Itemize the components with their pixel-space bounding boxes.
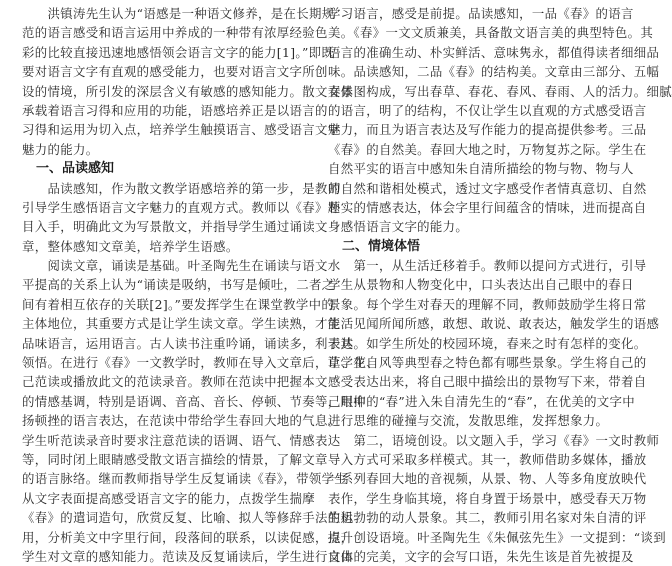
paragraph-line: 要对语言文字有直观的感受能力，也要对语言文字所创 <box>22 64 328 80</box>
paragraph-line: 自然平实的语言中感知朱自清所描绘的物与物、物与人 <box>328 161 634 177</box>
paragraph-line: 春景图构成，写出春草、春花、春风、春雨、人的活力。细腻 <box>328 83 672 99</box>
paragraph-line: 主体地位，其重要方式是让学生读文章。学生读熟，才能 <box>22 316 341 332</box>
paragraph-line: 己眼中的“春”进入朱自清先生的“春”，在优美的文字中 <box>328 393 636 409</box>
paragraph-line: 承载着语言习得和应用的功能，语感培养正是以语言的 <box>22 102 328 118</box>
paragraph-line: 设的情境，所引发的深层含义有敏感的感知能力。散文文体 <box>22 83 354 99</box>
paragraph-line: 学生从景物和人物变化中，口头表达出自己眼中的春日 <box>328 277 634 293</box>
paragraph-line: 感受表达出来，将自己眼中描绘出的景物写下来，带着自 <box>328 374 647 390</box>
paragraph-line: 魅力的能力。 <box>22 141 99 157</box>
paragraph-line: 用，分析美文中字里行间，段落间的联系，以读促感，提升 <box>22 529 354 545</box>
paragraph-line: 的语言脉络。继而教师指导学生反复诵读《春》，带领学生 <box>22 471 348 487</box>
paragraph-line: 导入方式可采取多样模式。其一，教师借助多媒体，播放 <box>328 451 647 467</box>
right-column <box>328 4 672 566</box>
paragraph-line: 身感悟语言文字的能力。 <box>328 219 469 235</box>
paragraph-line: 味。品读感知，二品《春》的结构美。文章由三部分、五幅 <box>328 64 660 80</box>
paragraph-line: 学生听范读录音时要求注意范读的语调、语气、情感表达 <box>22 432 341 448</box>
paragraph-line: 扬顿挫的语言表达，在范读中带给学生春回大地的气息。 <box>22 413 341 429</box>
paragraph-line: 间有着相互依存的关联[2]。”要发挥学生在课堂教学中的 <box>22 296 335 312</box>
paragraph-line: 朴实的情感表达，体会字里行间蕴含的情味，进而提高自 <box>328 199 647 215</box>
paragraph-line: 《春》的遣词造句，欣赏反复、比喻、拟人等修辞手法的运 <box>22 510 354 526</box>
paragraph-line: 目入手，明确此文为写景散文，并指导学生通过诵读文 <box>22 219 328 235</box>
paragraph-line: 范的语言感受和语言运用中养成的一种带有浓厚经验色 <box>22 25 328 41</box>
paragraph-line: 的自然和谐相处模式，透过文字感受作者情真意切、自然 <box>328 180 647 196</box>
paragraph-line: 美。《春》一文文质兼美，具备散文语言美的典型特色。其 <box>328 25 654 41</box>
paragraph-line: 魅力，而且为语言表达及写作能力的提高提供参考。三品 <box>328 122 647 138</box>
paragraph-line: 阅读文章，诵读是基础。叶圣陶先生在诵读与语文水 <box>22 258 341 274</box>
paragraph-line: 表作，学生身临其境，将自身置于场景中，感受春天万物 <box>328 490 647 506</box>
paragraph-line: 从文字表面提高感受语言文字的能力，点拨学生揣摩 <box>22 490 316 506</box>
paragraph-line: 品味语言，运用语言。古人读书注重吟诵，诵读多，利于其 <box>22 335 354 351</box>
paragraph-line: 文体的完美，文字的会写口语，朱先生该是首先被提及 <box>328 548 634 564</box>
paragraph-line: 章，整体感知文章美，培养学生语感。 <box>22 238 239 254</box>
paragraph-line: 等，同时闭上眼睛感受散文语言描绘的情景，了解文章 <box>22 451 328 467</box>
paragraph-line: 草、花、风等典型春之特色都有哪些景象。学生将自己的 <box>328 355 647 371</box>
section-heading: 一、品读感知 <box>36 161 115 177</box>
paragraph-line: 第一，从生活迁移着手。教师以提问方式进行，引导 <box>328 258 647 274</box>
paragraph-line: 景象。每个学生对春天的理解不同，教师鼓励学生将日常 <box>328 296 647 312</box>
paragraph-line: 学生对文章的感知能力。范读及反复诵读后，学生进行自由 <box>22 548 354 564</box>
left-column <box>22 4 379 566</box>
paragraph-line: 己范读或播放此文的范读录音。教师在范读中把握本文 <box>22 374 328 390</box>
paragraph-line: 点，创设语境。叶圣陶先生《朱佩弦先生》一文提到：“谈到 <box>328 529 666 545</box>
paragraph-line: 引导学生感悟语言文字魅力的直观方式。教师以《春》题 <box>22 199 341 215</box>
paragraph-line: 的语言，明了的结构，不仅让学生以直观的方式感受语言 <box>328 102 647 118</box>
paragraph-line: 表达。如学生所处的校园环境，春来之时有怎样的变化。 <box>328 335 647 351</box>
section-heading: 二、情境体悟 <box>342 238 421 254</box>
paragraph-line: 平提高的关系上认为“诵读是吸纳，书写是倾吐，二者之 <box>22 277 335 293</box>
paragraph-line: 学习语言，感受是前提。品读感知，一品《春》的语言 <box>328 6 634 21</box>
paragraph-line: 语言的准确生动、朴实鲜活、意味隽永，都值得读者细细品 <box>328 44 660 60</box>
paragraph-line: 《春》的自然美。春回大地之时，万物复苏之际。学生在 <box>328 141 647 157</box>
paragraph-line: 进行思维的碰撞与交流，发散思维，发挥想象力。 <box>328 413 609 429</box>
paragraph-line: 的情感基调，特别是语调、音高、音长、停顿、节奏等，用抑 <box>22 393 366 409</box>
paragraph-line: 领悟。在进行《春》一文教学时，教师在导入文章后，让学生自 <box>22 355 379 371</box>
paragraph-line: 洪镇涛先生认为“语感是一种语文修养，是在长期规 <box>22 6 335 21</box>
paragraph-line: 一系列春回大地的音视频，从景、物、人等多角度放映代 <box>328 471 647 487</box>
paragraph-line: 彩的比较直接迅速地感悟领会语言文字的能力[1]。”即既 <box>22 44 335 60</box>
paragraph-line: 第二，语境创设。以文题入手，学习《春》一文时教师 <box>328 432 660 448</box>
paragraph-line: 习得和运用为切入点，培养学生触摸语言、感受语言文字 <box>22 122 341 138</box>
paragraph-line: 生活见闻所闻所感，敢想、敢说、敢表达，触发学生的语感 <box>328 316 660 332</box>
paragraph-line: 生机勃勃的动人景象。其二，教师引用名家对朱自清的评 <box>328 510 647 526</box>
paragraph-line: 品读感知，作为散文教学语感培养的第一步，是教师 <box>22 180 341 196</box>
